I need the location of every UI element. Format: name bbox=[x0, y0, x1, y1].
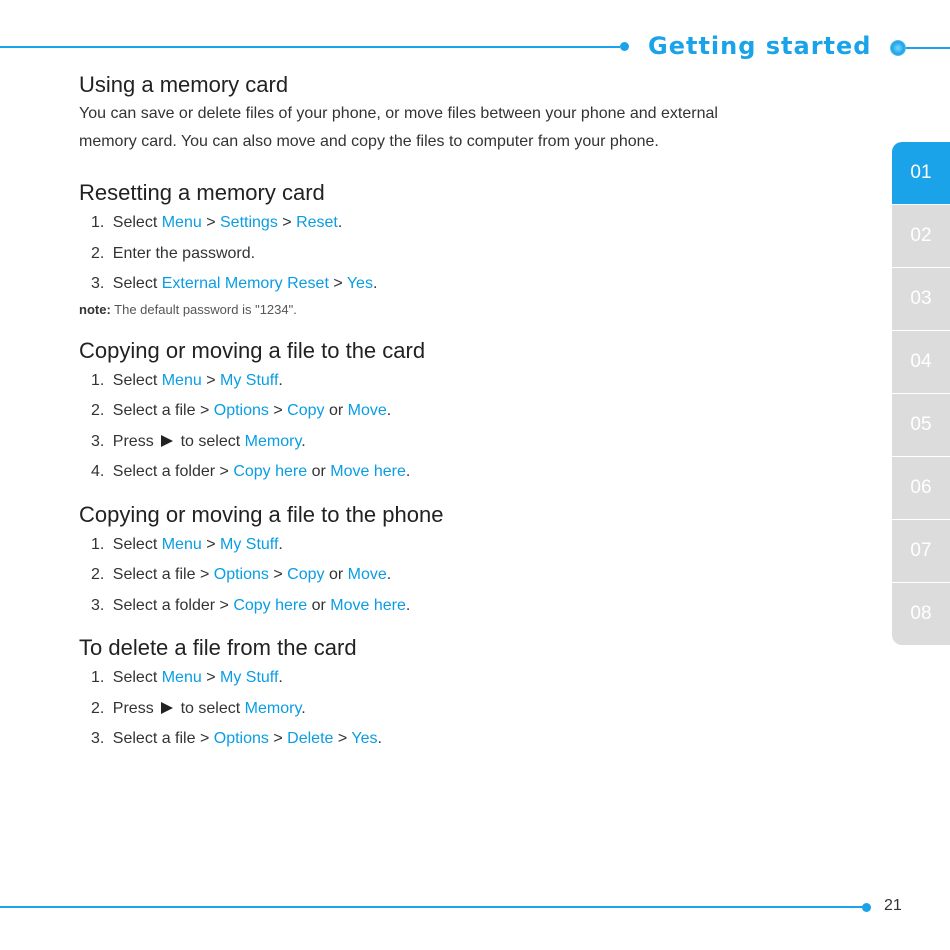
menu-path-link[interactable]: My Stuff bbox=[220, 669, 279, 686]
chapter-tabs bbox=[892, 142, 950, 646]
menu-path-link[interactable]: Memory bbox=[244, 699, 302, 717]
footer-rule bbox=[0, 906, 866, 908]
menu-path-link[interactable]: External Memory Reset bbox=[161, 275, 329, 292]
menu-path-link[interactable]: Copy bbox=[287, 402, 325, 419]
steps-list bbox=[79, 366, 839, 488]
step-item: 1. Select Menu > My Stuff. bbox=[91, 535, 283, 553]
menu-path-link[interactable]: Settings bbox=[220, 214, 278, 231]
section-heading: Copying or moving a file to the card bbox=[79, 337, 426, 363]
step-item: 2. Press to select Memory. bbox=[91, 699, 306, 717]
steps-list bbox=[79, 208, 839, 300]
chapter-tab-07[interactable]: 07 bbox=[892, 520, 950, 582]
note-text: The default password is "1234". bbox=[114, 301, 297, 317]
section-copy-to-card bbox=[79, 336, 839, 488]
menu-path-link[interactable]: My Stuff bbox=[220, 535, 279, 553]
step-item: 4. Select a folder > Copy here or Move here. bbox=[91, 463, 411, 480]
chapter-tab-03[interactable]: 03 bbox=[892, 268, 950, 330]
step-item: 3. Select a folder > Copy here or Move here. bbox=[91, 596, 411, 614]
header-glow-dot bbox=[890, 40, 906, 56]
section-delete-from-card bbox=[79, 633, 839, 755]
chapter-tab-01[interactable]: 01 bbox=[892, 142, 950, 204]
right-arrow-key-icon bbox=[161, 435, 173, 447]
menu-path-link[interactable]: Move here bbox=[330, 596, 406, 614]
menu-path-link[interactable]: Options bbox=[213, 730, 269, 747]
step-item: 3. Press to select Memory. bbox=[91, 432, 306, 450]
paragraph-line: memory card. You can also move and copy the files to computer from your phone. bbox=[79, 133, 659, 150]
section-heading: Copying or moving a file to the phone bbox=[79, 501, 444, 527]
menu-path-link[interactable]: Move bbox=[347, 402, 387, 419]
header-dot bbox=[620, 42, 629, 51]
note bbox=[79, 300, 839, 320]
menu-path-link[interactable]: Reset bbox=[296, 214, 338, 231]
chapter-tab-05[interactable]: 05 bbox=[892, 394, 950, 456]
section-heading: Resetting a memory card bbox=[79, 180, 325, 205]
menu-path-link[interactable]: My Stuff bbox=[220, 371, 279, 389]
note-label: note: bbox=[79, 301, 111, 317]
step-item: 1. Select Menu > Settings > Reset. bbox=[91, 214, 343, 231]
chapter-tab-06[interactable]: 06 bbox=[892, 457, 950, 519]
chapter-tab-04[interactable]: 04 bbox=[892, 331, 950, 393]
section-using-memory-card bbox=[79, 70, 839, 156]
menu-path-link[interactable]: Memory bbox=[244, 432, 302, 450]
page-number: 21 bbox=[884, 897, 902, 914]
menu-path-link[interactable]: Menu bbox=[161, 214, 202, 231]
section-heading: Using a memory card bbox=[79, 72, 289, 97]
menu-path-link[interactable]: Menu bbox=[161, 535, 202, 553]
chapter-tab-02[interactable]: 02 bbox=[892, 205, 950, 267]
menu-path-link[interactable]: Options bbox=[213, 402, 269, 419]
step-item: 2. Select a file > Options > Copy or Move. bbox=[91, 566, 392, 583]
section-paragraph bbox=[79, 100, 839, 156]
steps-list bbox=[79, 530, 839, 622]
section-copy-to-phone bbox=[79, 500, 839, 622]
step-item: 3. Select External Memory Reset > Yes. bbox=[91, 275, 378, 292]
step-item: 2. Enter the password. bbox=[91, 244, 256, 262]
menu-path-link[interactable]: Options bbox=[213, 566, 269, 583]
menu-path-link[interactable]: Move here bbox=[330, 463, 406, 480]
header-rule bbox=[0, 46, 620, 48]
page-content bbox=[79, 70, 839, 755]
menu-path-link[interactable]: Menu bbox=[161, 669, 202, 686]
steps-list bbox=[79, 663, 839, 755]
step-item: 1. Select Menu > My Stuff. bbox=[91, 371, 283, 389]
step-item: 1. Select Menu > My Stuff. bbox=[91, 669, 283, 686]
menu-path-link[interactable]: Move bbox=[347, 566, 387, 583]
menu-path-link[interactable]: Yes bbox=[346, 275, 373, 292]
section-heading: To delete a file from the card bbox=[79, 635, 357, 660]
right-arrow-key-icon bbox=[161, 702, 173, 714]
menu-path-link[interactable]: Menu bbox=[161, 371, 202, 389]
menu-path-link[interactable]: Copy bbox=[287, 566, 325, 583]
footer-dot bbox=[862, 903, 871, 912]
step-item: 2. Select a file > Options > Copy or Move. bbox=[91, 402, 392, 419]
paragraph-line: You can save or delete files of your phone, or move files between your phone and external bbox=[79, 105, 718, 122]
header-rule-right bbox=[906, 47, 950, 49]
menu-path-link[interactable]: Yes bbox=[351, 730, 378, 747]
menu-path-link[interactable]: Delete bbox=[287, 730, 334, 747]
chapter-tab-08[interactable]: 08 bbox=[892, 583, 950, 645]
chapter-title: Getting started bbox=[648, 32, 872, 60]
section-resetting-memory-card bbox=[79, 178, 839, 320]
menu-path-link[interactable]: Copy here bbox=[233, 596, 308, 614]
step-item: 3. Select a file > Options > Delete > Yes. bbox=[91, 730, 382, 747]
menu-path-link[interactable]: Copy here bbox=[233, 463, 308, 480]
